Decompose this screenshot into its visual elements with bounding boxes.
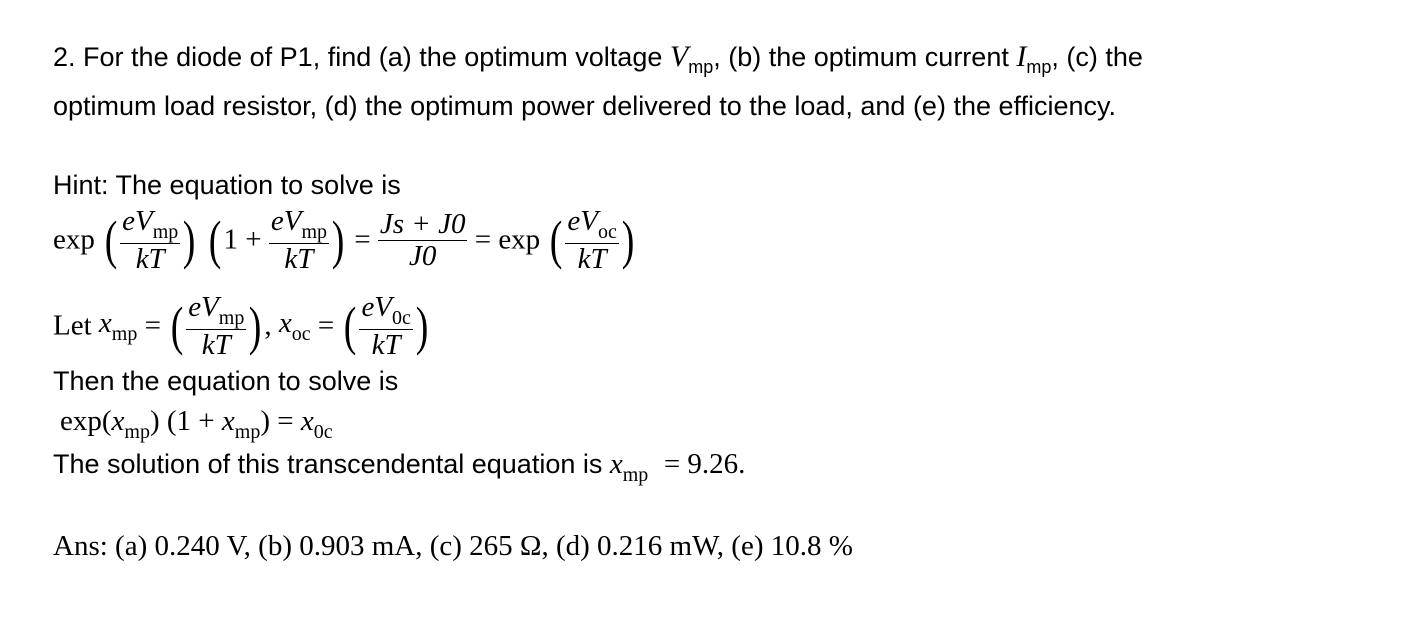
x-mp-symbol: $x_{mp}$ [609, 448, 649, 486]
i-mp-symbol: $I_{mp}$ [1016, 40, 1052, 77]
problem-number: 2. [53, 42, 76, 72]
problem-line-1 [53, 40, 1143, 78]
hint-title: Hint: The equation to solve is [53, 170, 401, 200]
solution-value: = 9.26. [663, 448, 746, 480]
j0: J0 [378, 240, 468, 271]
answer-line [53, 530, 853, 563]
answer-text: (a) 0.240 V, (b) 0.903 mA, (c) 265 Ω, (d) 0.216 mW, (e) 10.8 % [115, 530, 853, 562]
main-equation: exp ( $\frac{eV_{mp}}{kT}$ ) (1 + $\frac{eV_{mp}}{kT}$ ) = $\frac{Js + J0}{J0}$ = exp ( $\frac{eV_{oc}}{kT}$ ) [53, 205, 635, 275]
problem-text-1: For the diode of P1, find (a) the optimum voltage [83, 42, 663, 72]
answer-label: Ans: [53, 530, 108, 562]
problem-text-2: , (b) the optimum current [713, 42, 1009, 72]
v-mp-symbol: $V_{mp}$ [669, 40, 714, 77]
let-definitions: Let $x_{mp}$ = ( $\frac{eV_{mp}}{kT}$ ), $x_{oc}$ = ( $\frac{eV_{0c}}{kT}$ ) [53, 291, 429, 361]
solution-text: The solution of this transcendental equation is [53, 449, 603, 479]
js-plus-j0: Js + J0 [379, 208, 466, 241]
problem-line-2: optimum load resistor, (d) the optimum power delivered to the load, and (e) the efficiency. [53, 91, 1117, 121]
solution-line [53, 448, 745, 487]
reduced-equation: $\exp(x_{mp}) (1 + x_{mp}) = x_{0c}$ [60, 405, 333, 443]
problem-text-3: , (c) the [1051, 42, 1143, 72]
then-text: Then the equation to solve is [53, 366, 399, 396]
